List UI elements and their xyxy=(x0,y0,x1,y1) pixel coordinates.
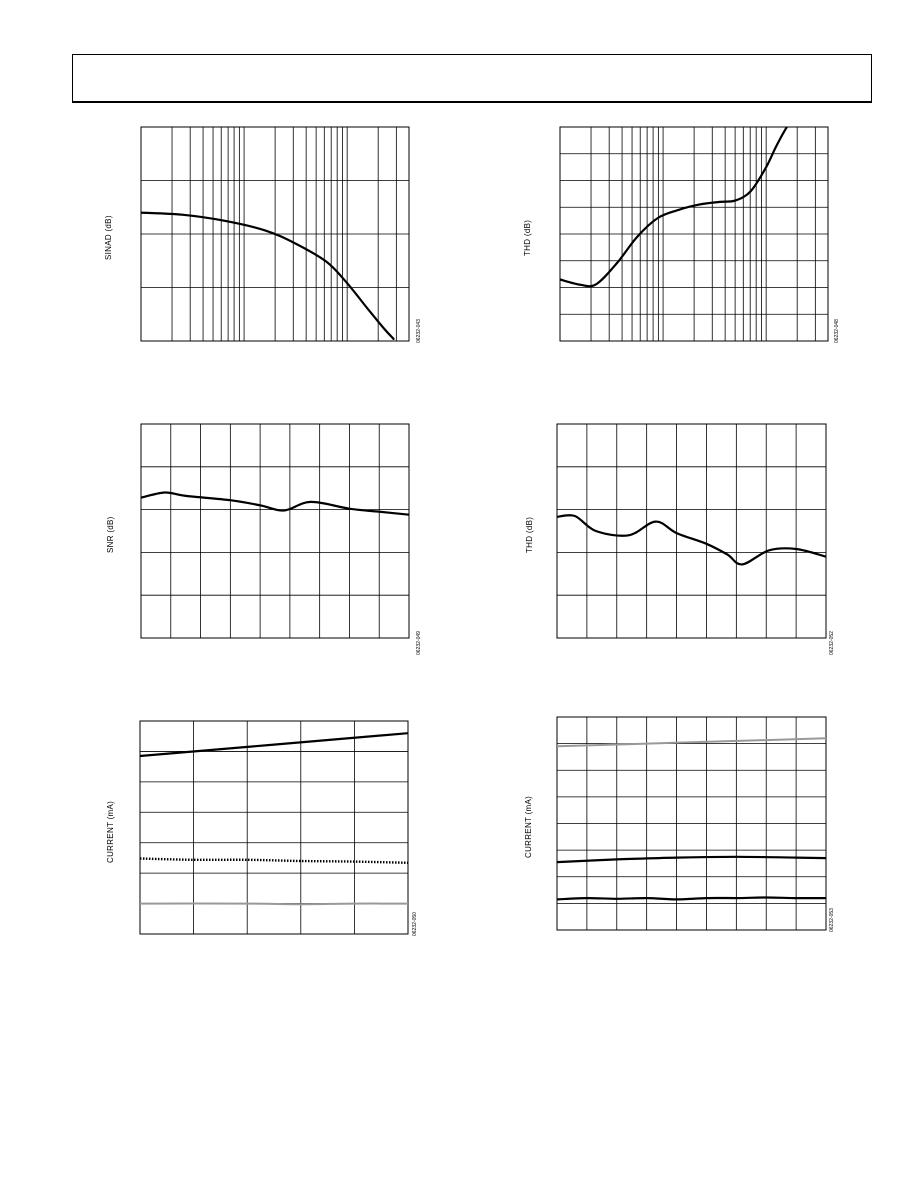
thd-ylabel-2: THD (dB) xyxy=(525,516,534,553)
current-2-series-line-3 xyxy=(557,898,826,900)
snr-series-line-1 xyxy=(141,492,409,514)
current-plot-1 xyxy=(140,721,408,934)
current-plot-2 xyxy=(557,717,826,930)
thd-ylabel-1: THD (dB) xyxy=(523,219,532,256)
current-2-series-line-2 xyxy=(557,857,826,862)
current-figure-id-1: 06232-050 xyxy=(412,912,418,936)
current-ylabel-1: CURRENT (mA) xyxy=(106,800,115,863)
snr-chart xyxy=(141,424,409,638)
current-1-series-line-2 xyxy=(140,859,408,863)
page-header-box xyxy=(72,54,872,103)
snr-ylabel: SNR (dB) xyxy=(106,516,115,553)
snr-frame xyxy=(141,424,409,638)
thd-plot-1 xyxy=(560,127,828,341)
thd-figure-id-2: 06232-052 xyxy=(829,631,835,655)
sinad-figure-id: 06232-043 xyxy=(416,319,422,343)
sinad-series-line-1 xyxy=(141,213,394,339)
current-2-series-line-1 xyxy=(557,738,826,746)
snr-plot xyxy=(141,424,409,638)
thd-plot-2 xyxy=(557,424,826,638)
sinad-plot xyxy=(141,127,409,341)
thd-1-grid xyxy=(560,127,828,341)
current-chart-1 xyxy=(140,721,408,934)
current-ylabel-2: CURRENT (mA) xyxy=(524,795,533,858)
current-figure-id-2: 06232-053 xyxy=(829,908,835,932)
thd-chart-1 xyxy=(560,127,828,341)
snr-grid xyxy=(141,424,409,638)
current-1-series-line-3 xyxy=(140,904,408,905)
snr-figure-id: 06232-049 xyxy=(416,631,422,655)
thd-chart-2 xyxy=(557,424,826,638)
thd-figure-id-1: 06232-048 xyxy=(834,319,840,343)
current-chart-2 xyxy=(557,717,826,930)
sinad-ylabel: SINAD (dB) xyxy=(104,215,113,260)
current-1-series-line-1 xyxy=(140,733,408,756)
sinad-chart xyxy=(141,127,409,341)
thd-2-series-line-1 xyxy=(557,515,826,564)
